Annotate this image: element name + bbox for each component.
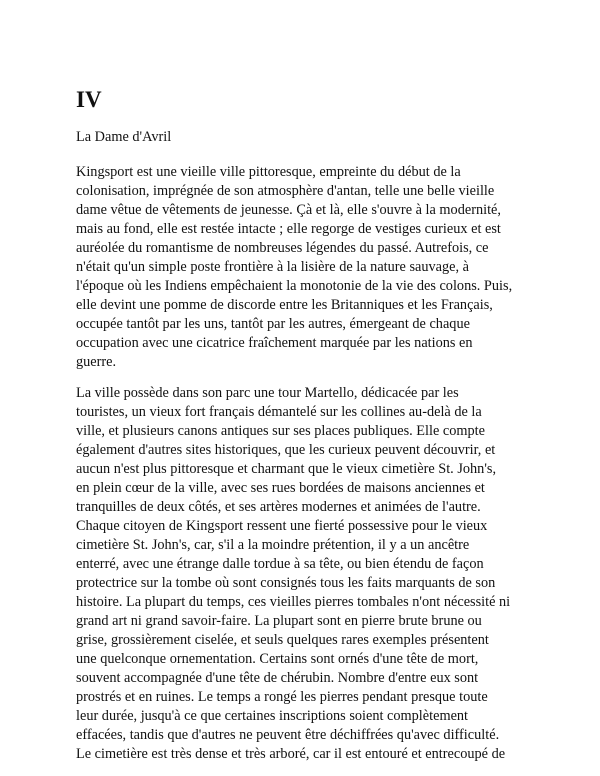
text-line: touristes, un vieux fort français démantelé sur les collines au-delà de la (76, 404, 482, 420)
text-line: l'époque où les Indiens empêchaient la monotonie de la vie des colons. Puis, (76, 278, 513, 294)
text-line: La ville possède dans son parc une tour Martello, dédicacée par les (76, 385, 459, 401)
text-line: dame vêtue de vêtements de jeunesse. Çà et là, elle s'ouvre à la modernité, (76, 202, 501, 218)
text-line: Le cimetière est très dense et très arboré, car il est entouré et entrecoupé de (76, 746, 506, 762)
text-line: aucun n'est plus pittoresque et charmant que le vieux cimetière St. John's, (76, 461, 497, 477)
text-line: ville, et plusieurs canons antiques sur ses places publiques. Elle compte (76, 423, 485, 439)
chapter-number: IV (76, 87, 102, 112)
text-line: une quelconque ornementation. Certains sont ornés d'une tête de mort, (76, 651, 479, 667)
text-line: protectrice sur la tombe où sont consignés tous les faits marquants de son (76, 575, 496, 591)
text-line: occupée tantôt par les uns, tantôt par les autres, émergeant de chaque (76, 316, 470, 332)
body-text (76, 163, 528, 764)
text-line: Kingsport est une vieille ville pittoresque, empreinte du début de la (76, 164, 461, 180)
text-line: elle devint une pomme de discorde entre les Britanniques et les Français, (76, 297, 493, 313)
text-line: grise, grossièrement ciselée, et seuls quelques rares exemples présentent (76, 632, 489, 648)
text-line: cimetière St. John's, car, s'il a la moindre prétention, il y a un ancêtre (76, 537, 470, 553)
text-line: grand art ni grand savoir-faire. La plupart sont en pierre brute brune ou (76, 613, 482, 629)
paragraph-2 (76, 384, 528, 764)
text-line: histoire. La plupart du temps, ces vieilles pierres tombales n'ont nécessité ni (76, 594, 511, 610)
text-line: colonisation, imprégnée de son atmosphère d'antan, telle une belle vieille (76, 183, 495, 199)
text-line: en plein cœur de la ville, avec ses rues bordées de maisons anciennes et (76, 480, 485, 496)
text-line: enterré, avec une étrange dalle tordue à sa tête, ou bien étendu de façon (76, 556, 484, 572)
text-line: auréolée du romantisme de nombreuses légendes du passé. Autrefois, ce (76, 240, 489, 256)
text-line: occupation avec une cicatrice fraîchement marquée par les nations en (76, 335, 473, 351)
text-line: mais au fond, elle est restée intacte ; elle regorge de vestiges curieux et est (76, 221, 501, 237)
paragraph-1 (76, 163, 528, 372)
text-line: leur durée, jusqu'à ce que certaines inscriptions soient complètement (76, 708, 469, 724)
text-line: également d'autres sites historiques, que les curieux peuvent découvrir, et (76, 442, 496, 458)
text-line: souvent accompagnée d'une tête de chérubin. Nombre d'entre eux sont (76, 670, 479, 686)
text-line: n'était qu'un simple poste frontière à la lisière de la nature sauvage, à (76, 259, 470, 275)
text-line: prostrés et en ruines. Le temps a rongé les pierres pendant presque toute (76, 689, 488, 705)
text-line: Chaque citoyen de Kingsport ressent une fierté possessive pour le vieux (76, 518, 488, 534)
chapter-title: La Dame d'Avril (76, 129, 172, 145)
text-line: effacées, tandis que d'autres ne peuvent être déchiffrées qu'avec difficulté. (76, 727, 500, 743)
text-line: guerre. (76, 354, 117, 370)
text-line: tranquilles de deux côtés, et ses artères modernes et animées de l'autre. (76, 499, 481, 515)
